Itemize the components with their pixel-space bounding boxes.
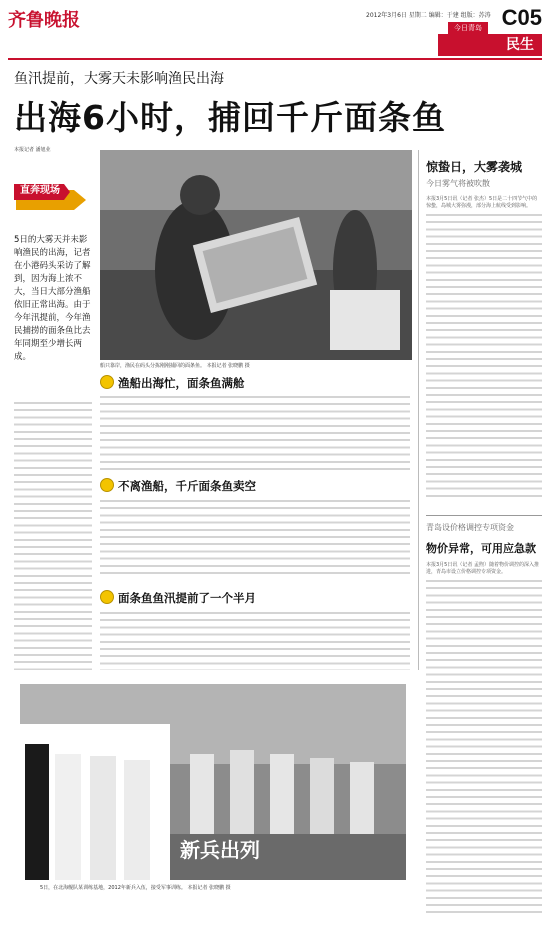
sub-section-label: 今日青岛: [448, 22, 488, 34]
fog-story-subtitle: 今日雾气将被吹散: [426, 179, 490, 188]
section-2-body: [100, 498, 410, 578]
article-headline: 出海6小时，捕回千斤面条鱼: [14, 98, 446, 137]
bullet-dot-icon: [100, 375, 114, 389]
fund-story-lead: 本报3月5日讯（记者 孟煦）随着物价调控的深入推进，青岛市设立价格调控专项资金。: [426, 562, 539, 575]
section-3-title: 面条鱼鱼汛提前了一个半月: [100, 590, 256, 606]
fund-story-kicker: 青岛设价格调控专项资金: [426, 523, 514, 532]
bullet-dot-icon: [100, 478, 114, 492]
column-divider: [418, 150, 419, 670]
left-column-body: [14, 400, 92, 670]
fund-story-body: [426, 578, 542, 918]
date-line: 2012年3月6日 星期二 编辑：于建 组版：苏涛: [366, 12, 491, 19]
recruits-photo: [20, 684, 406, 880]
article-byline: 本报记者 潘旭业: [14, 147, 51, 153]
fishermen-photo-art: [100, 150, 412, 360]
photo-caption: 船只靠岸，渔民在码头分拣刚刚捕回的面条鱼。 本报记者 张晓鹏 摄: [100, 363, 250, 369]
bullet-dot-icon: [100, 590, 114, 604]
page-code: C05: [501, 5, 542, 30]
live-badge: [14, 180, 88, 220]
section-label: 民生: [438, 34, 542, 56]
badge-text: 直奔现场: [20, 185, 60, 196]
recruits-photo-caption: 5日，在北海舰队某训练基地，2012年新兵入伍，接受军事训练。 本报记者 张晓鹏 摄: [40, 885, 231, 891]
fog-story-title: 惊蛰日，大雾袭城: [426, 160, 523, 174]
right-divider: [426, 515, 542, 516]
fund-story-title: 物价异常，可用应急款: [426, 542, 536, 555]
section-1-title: 渔船出海忙，面条鱼满舱: [100, 375, 245, 391]
article-lead: 5日的大雾天并未影响渔民的出海，记者在小港码头采访了解到，因为海上浓不大，当日大部分渔船依旧正常出海。由于今年汛提前，今年渔民捕捞的面条鱼比去年同期至少增长两成。: [14, 235, 91, 362]
section-2-title: 不离渔船，千斤面条鱼卖空: [100, 478, 256, 494]
recruits-photo-title: 新兵出列: [180, 838, 260, 862]
fishermen-photo: [100, 150, 412, 360]
fog-story-lead: 本报3月5日讯（记者 张杰）5日是二十四节气中的惊蛰，岛城大雾弥漫，部分海上航线受到影响。: [426, 196, 538, 209]
section-1-body: [100, 394, 410, 474]
section-3-body: [100, 610, 410, 670]
fog-story-body: [426, 212, 542, 502]
article-kicker: 鱼汛提前，大雾天未影响渔民出海: [14, 71, 224, 87]
masthead: 齐鲁晚报: [8, 10, 80, 31]
top-divider: [8, 58, 542, 60]
